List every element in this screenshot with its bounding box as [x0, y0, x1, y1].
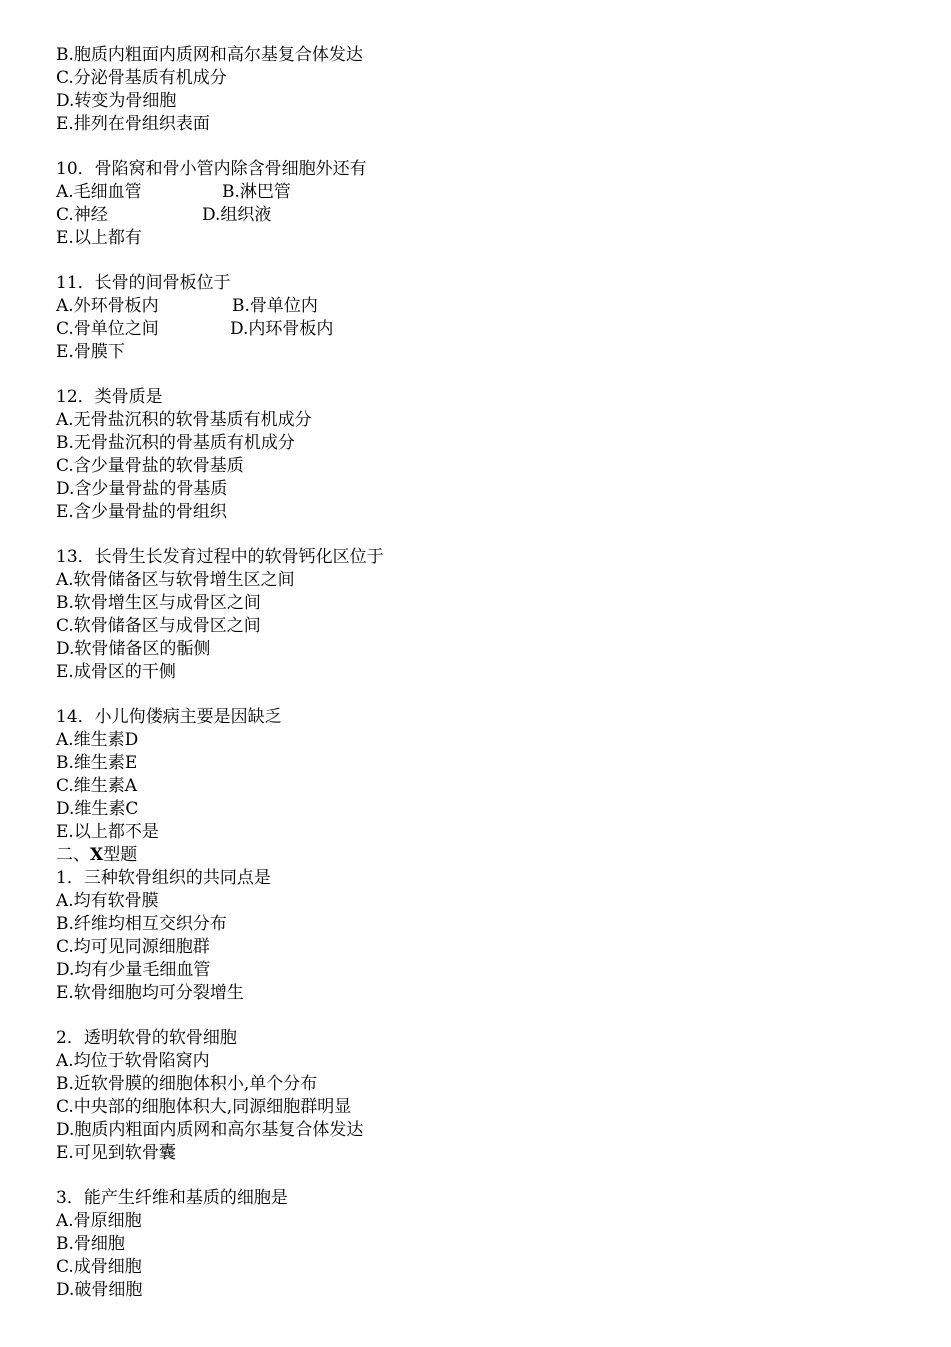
option-c: C.分泌骨基质有机成分 [56, 68, 227, 88]
option-d: D.软骨储备区的骺侧 [56, 639, 211, 659]
option-c: C.骨单位之间 [56, 319, 159, 339]
question-10 [56, 158, 916, 250]
x-question-1 [56, 867, 916, 1005]
option-b: B.骨细胞 [56, 1234, 125, 1254]
option-c: C.成骨细胞 [56, 1257, 142, 1277]
option-c: C.神经 [56, 205, 108, 225]
option-c: C.均可见同源细胞群 [56, 937, 210, 957]
x-question-2 [56, 1027, 916, 1165]
option-e: E.以上都不是 [56, 822, 159, 842]
option-c: C.含少量骨盐的软骨基质 [56, 456, 244, 476]
option-e: E.成骨区的干侧 [56, 662, 176, 682]
question-13 [56, 546, 916, 684]
option-row-ab [56, 181, 916, 204]
section-heading-prefix: 二、 [56, 845, 90, 865]
option-d: D.维生素C [56, 799, 139, 819]
question-14 [56, 706, 916, 844]
option-d: D.组织液 [202, 205, 272, 225]
section-heading [56, 844, 916, 867]
option-a: A.无骨盐沉积的软骨基质有机成分 [56, 410, 312, 430]
option-row-ab [56, 295, 916, 318]
option-e: E.排列在骨组织表面 [56, 114, 210, 134]
option-a: A.均位于软骨陷窝内 [56, 1051, 210, 1071]
option-e: E.骨膜下 [56, 342, 125, 362]
question-stem: 12．类骨质是 [56, 387, 163, 407]
option-b: B.淋巴管 [222, 182, 291, 202]
option-d: D.含少量骨盐的骨基质 [56, 479, 228, 499]
option-d: D.破骨细胞 [56, 1280, 143, 1300]
question-12 [56, 386, 916, 524]
option-b: B.软骨增生区与成骨区之间 [56, 593, 261, 613]
question-stem: 10．骨陷窝和骨小管内除含骨细胞外还有 [56, 159, 367, 179]
option-b: B.无骨盐沉积的骨基质有机成分 [56, 433, 295, 453]
option-a: A.毛细血管 [56, 182, 142, 202]
x-question-3 [56, 1187, 916, 1302]
option-e: E.软骨细胞均可分裂增生 [56, 983, 244, 1003]
option-b: B.纤维均相互交织分布 [56, 914, 227, 934]
section-heading-suffix: 型题 [103, 845, 138, 865]
option-a: A.均有软骨膜 [56, 891, 159, 911]
option-row-cd [56, 318, 916, 341]
question-stem: 2．透明软骨的软骨细胞 [56, 1028, 237, 1048]
option-a: A.软骨储备区与软骨增生区之间 [56, 570, 295, 590]
option-row-cd [56, 204, 916, 227]
option-e: E.以上都有 [56, 228, 142, 248]
option-a: A.骨原细胞 [56, 1211, 142, 1231]
option-a: A.外环骨板内 [56, 296, 159, 316]
document-page [56, 44, 916, 1302]
section-heading-type: X [90, 845, 104, 865]
option-e: E.含少量骨盐的骨组织 [56, 502, 227, 522]
option-d: D.胞质内粗面内质网和高尔基复合体发达 [56, 1120, 364, 1140]
question-stem: 14．小儿佝偻病主要是因缺乏 [56, 707, 282, 727]
option-b: B.胞质内粗面内质网和高尔基复合体发达 [56, 45, 363, 65]
option-b: B.近软骨膜的细胞体积小,单个分布 [56, 1074, 318, 1094]
question-stem: 13．长骨生长发育过程中的软骨钙化区位于 [56, 547, 384, 567]
question-11 [56, 272, 916, 364]
option-b: B.维生素E [56, 753, 138, 773]
option-d: D.均有少量毛细血管 [56, 960, 211, 980]
option-d: D.转变为骨细胞 [56, 91, 177, 111]
option-d: D.内环骨板内 [230, 319, 334, 339]
option-c: C.维生素A [56, 776, 138, 796]
option-c: C.中央部的细胞体积大,同源细胞群明显 [56, 1097, 352, 1117]
question-stem: 1．三种软骨组织的共同点是 [56, 868, 271, 888]
option-a: A.维生素D [56, 730, 139, 750]
option-e: E.可见到软骨囊 [56, 1143, 176, 1163]
question-stem: 11．长骨的间骨板位于 [56, 273, 231, 293]
question-9-options [56, 44, 916, 136]
question-stem: 3．能产生纤维和基质的细胞是 [56, 1188, 288, 1208]
option-b: B.骨单位内 [232, 296, 318, 316]
option-c: C.软骨储备区与成骨区之间 [56, 616, 261, 636]
